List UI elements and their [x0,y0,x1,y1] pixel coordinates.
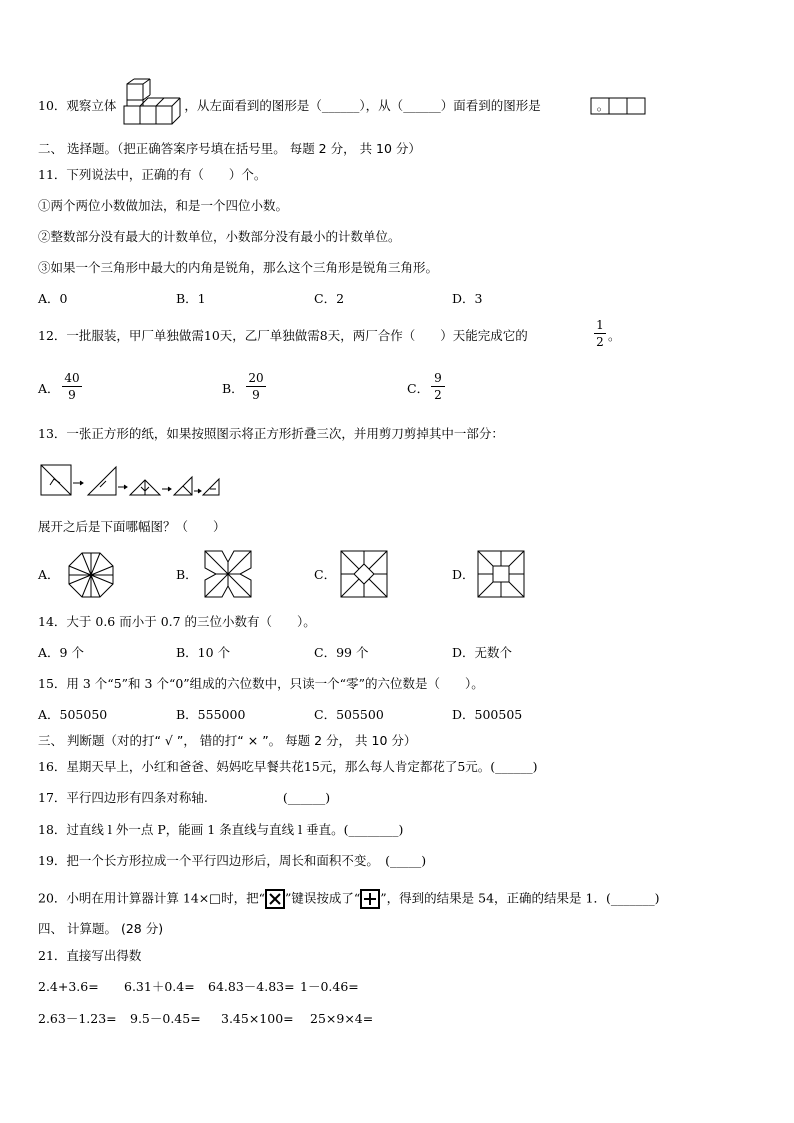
q12-stem-frac-num: 1 [596,318,604,332]
q17-statement: 17．平行四边形有四条对称轴. (______) [38,790,331,805]
q11-option-d[interactable]: D．3 [452,291,483,306]
q16-statement: 16．星期天早上，小红和爸爸、妈妈吃早餐共花15元，那么每人肯定都花了5元。(______) [38,759,538,774]
q10-mid3: ）面看到的图形是 [440,98,541,113]
q10-blank1[interactable]: ______ [321,98,360,113]
q21-row1-item3: 64.83－4.83= [208,979,295,994]
q13-question: 展开之后是下面哪幅图？（ ） [38,519,226,534]
q12-c-den: 2 [434,388,442,402]
q10-end: 。 [596,98,610,113]
q11-statement-1: ①两个两位小数做加法，和是一个四位小数。 [38,198,289,213]
q12-option-a-fraction [62,371,82,402]
q14-stem: 14．大于 0.6 而小于 0.7 的三位小数有（ ）。 [38,614,316,629]
q12-option-c-fraction [431,371,445,402]
q11-option-c[interactable]: C．2 [314,291,345,306]
q19-statement: 19．把一个长方形拉成一个平行四边形后，周长和面积不变。 (_____) [38,853,427,868]
q21-stem: 21．直接写出得数 [38,948,142,963]
q13-stem: 13．一张正方形的纸，如果按照图示将正方形折叠三次，并用剪刀剪掉其中一部分： [38,426,504,441]
q12-stem: 12．一批服装，甲厂单独做需10天，乙厂单独做需8天，两厂合作（ ）天能完成它的 [38,328,528,343]
q15-stem: 15．用 3 个“5”和 3 个“0”组成的六位数中，只读一个“零”的六位数是（ ）。 [38,676,484,691]
q13-option-b-cross-figure[interactable] [204,550,252,598]
q10-mid2: ），从（ [359,98,404,113]
q20-part-a: 20．小明在用计算器计算 14×□时，把“ [38,890,265,906]
q12-option-b-label[interactable]: B． [222,381,244,396]
q12-option-c-label[interactable]: C． [407,381,430,396]
three-square-view-figure [590,97,646,115]
q13-option-d-square-figure[interactable] [477,550,525,598]
cube-solid-figure [122,82,190,130]
q21-row2-item3: 3.45×100= [221,1011,294,1026]
q13-option-d-label[interactable]: D． [452,567,475,582]
q14-option-c[interactable]: C．99 个 [314,645,369,660]
q13-option-c-diamond-figure[interactable] [340,550,388,598]
q14-option-d[interactable]: D．无数个 [452,645,513,660]
q21-row1-item1: 2.4+3.6= [38,979,99,994]
q12-a-den: 9 [68,388,76,402]
section-3-heading: 三、 判断题（对的打“ √ ”， 错的打“ × ”。 每题 2 分， 共 10 分） [38,733,417,748]
q15-option-a[interactable]: A．505050 [38,707,108,722]
q18-statement: 18．过直线 l 外一点 P，能画 1 条直线与直线 l 垂直。(________) [38,822,404,837]
q12-b-num: 20 [248,371,264,385]
q12-option-a-label[interactable]: A． [38,381,60,396]
q21-row2-item2: 9.5－0.45= [130,1011,201,1026]
section-2-heading: 二、 选择题。（把正确答案序号填在括号里。 每题 2 分， 共 10 分） [38,141,421,156]
q14-option-a[interactable]: A．9 个 [38,645,84,660]
q20-statement [38,889,659,909]
q13-option-a-octagon-figure[interactable] [68,552,114,598]
q13-option-b-label[interactable]: B． [176,567,198,582]
q12-b-den: 9 [252,388,260,402]
folding-steps-figure [40,463,220,499]
q15-option-b[interactable]: B．555000 [176,707,246,722]
q13-option-c-label[interactable]: C． [314,567,337,582]
q12-stem-fraction [594,318,606,349]
q21-row2-item4: 25×9×4= [310,1011,374,1026]
q11-option-b[interactable]: B．1 [176,291,206,306]
q12-c-num: 9 [434,371,442,385]
q12-option-b-fraction [246,371,266,402]
multiply-key-icon [265,889,285,909]
plus-key-icon [360,889,380,909]
q12-stem-end: 。 [608,328,621,343]
q10-mid1: ，从左面看到的图形是（ [184,98,322,113]
q21-row1-item2: 6.31＋0.4= [124,979,195,994]
q11-option-a[interactable]: A．0 [38,291,68,306]
q14-option-b[interactable]: B．10 个 [176,645,231,660]
q21-row1-item4: 1－0.46= [300,979,359,994]
q12-a-num: 40 [64,371,80,385]
q10-blank2[interactable]: ______ [403,98,441,113]
q13-option-a-label[interactable]: A． [38,567,60,582]
q11-stem: 11．下列说法中，正确的有（ ）个。 [38,167,267,182]
section-4-heading: 四、 计算题。 (28 分) [38,921,164,936]
q15-option-c[interactable]: C．505500 [314,707,384,722]
q15-option-d[interactable]: D．500505 [452,707,523,722]
q21-row2-item1: 2.63－1.23= [38,1011,117,1026]
q11-statement-3: ③如果一个三角形中最大的内角是锐角，那么这个三角形是锐角三角形。 [38,260,439,275]
q12-stem-frac-den: 2 [596,335,604,349]
q11-statement-2: ②整数部分没有最大的计数单位，小数部分没有最小的计数单位。 [38,229,401,244]
q10-prefix: 10．观察立体 [38,98,117,113]
q20-part-b: ”键误按成了“ [284,890,361,906]
q20-part-c: ”，得到的结果是 54，正确的结果是 1．(_______) [380,890,660,906]
